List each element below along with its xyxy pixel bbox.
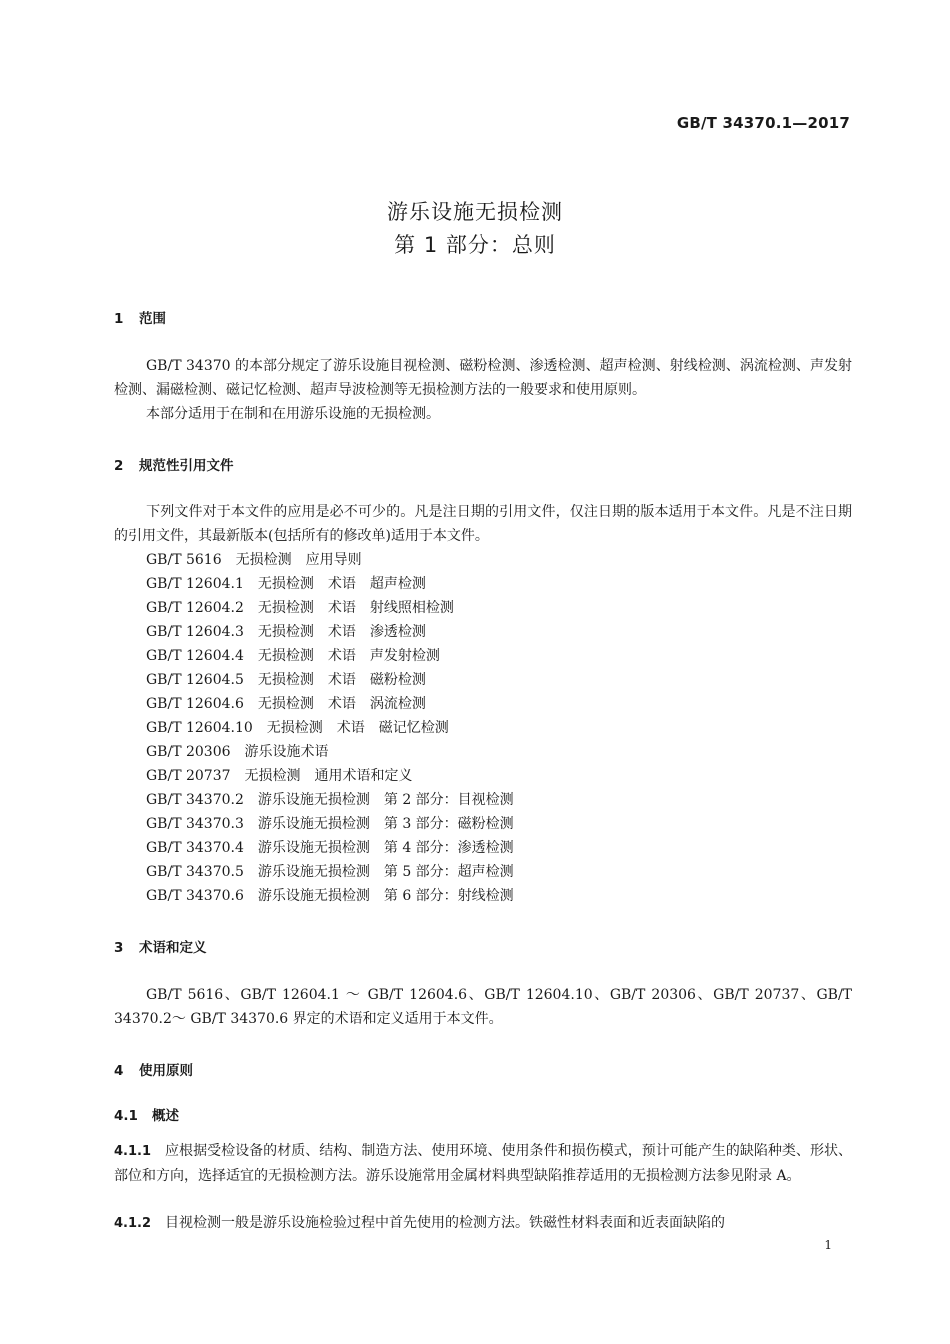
reference-item: GB/T 34370.5 游乐设施无损检测 第 5 部分：超声检测 [146, 864, 514, 880]
reference-item: GB/T 12604.2 无损检测 术语 射线照相检测 [146, 600, 454, 616]
section-2-heading [114, 454, 234, 474]
reference-item: GB/T 20306 游乐设施术语 [146, 744, 329, 760]
reference-item: GB/T 5616 无损检测 应用导则 [146, 552, 362, 568]
reference-item: GB/T 34370.4 游乐设施无损检测 第 4 部分：渗透检测 [146, 840, 514, 856]
section-title: 使用原则 [139, 1063, 193, 1079]
subsection-title: 概述 [152, 1108, 179, 1124]
reference-item: GB/T 12604.1 无损检测 术语 超声检测 [146, 576, 426, 592]
clause-4-1-2: 4.1.2 目视检测一般是游乐设施检验过程中首先使用的检测方法。铁磁性材料表面和近表面缺陷的 [114, 1215, 726, 1231]
reference-item: GB/T 34370.6 游乐设施无损检测 第 6 部分：射线检测 [146, 888, 514, 904]
section-3-paragraph: GB/T 5616、GB/T 12604.1 ～ GB/T 12604.6、GB/T 12604.10、GB/T 20306、GB/T 20737、GB/T 34370.2～ GB/T 34370.6 界定的术语和定义适用于本文件。 [114, 987, 852, 1027]
document-title: 游乐设施无损检测 [387, 200, 563, 224]
reference-item: GB/T 12604.6 无损检测 术语 涡流检测 [146, 696, 426, 712]
section-number: 4 [114, 1063, 124, 1079]
section-title: 范围 [139, 311, 166, 327]
clause-4-1-1: 4.1.1 应根据受检设备的材质、结构、制造方法、使用环境、使用条件和损伤模式，预计可能产生的缺陷种类、形状、部位和方向，选择适宜的无损检测方法。游乐设施常用金属材料典型缺陷推荐适用的无损检测方法参见附录 A。 [114, 1143, 852, 1184]
page-number: 1 [824, 1238, 832, 1252]
section-1-paragraph-2: 本部分适用于在制和在用游乐设施的无损检测。 [146, 406, 440, 422]
reference-item: GB/T 12604.5 无损检测 术语 磁粉检测 [146, 672, 426, 688]
section-1-paragraph-1: GB/T 34370 的本部分规定了游乐设施目视检测、磁粉检测、渗透检测、超声检测、射线检测、涡流检测、声发射检测、漏磁检测、磁记忆检测、超声导波检测等无损检测方法的一般要求和使用原则。 [114, 358, 852, 398]
section-number: 1 [114, 311, 124, 327]
reference-item: GB/T 34370.3 游乐设施无损检测 第 3 部分：磁粉检测 [146, 816, 514, 832]
subsection-number: 4.1 [114, 1108, 138, 1124]
section-4-heading [114, 1059, 193, 1079]
reference-item: GB/T 20737 无损检测 通用术语和定义 [146, 768, 413, 784]
reference-item: GB/T 12604.3 无损检测 术语 渗透检测 [146, 624, 426, 640]
section-1-heading [114, 307, 166, 327]
reference-item: GB/T 12604.4 无损检测 术语 声发射检测 [146, 648, 440, 664]
standard-code: GB/T 34370.1—2017 [676, 114, 850, 132]
section-3-heading [114, 936, 207, 956]
section-title: 术语和定义 [139, 940, 207, 956]
document-subtitle: 第 1 部分：总则 [394, 233, 556, 257]
section-number: 2 [114, 458, 124, 474]
reference-item: GB/T 12604.10 无损检测 术语 磁记忆检测 [146, 720, 449, 736]
subsection-4-1-heading [114, 1104, 179, 1124]
section-2-intro: 下列文件对于本文件的应用是必不可少的。凡是注日期的引用文件，仅注日期的版本适用于本文件。凡是不注日期的引用文件，其最新版本(包括所有的修改单)适用于本文件。 [114, 504, 852, 544]
section-number: 3 [114, 940, 124, 956]
reference-item: GB/T 34370.2 游乐设施无损检测 第 2 部分：目视检测 [146, 792, 514, 808]
section-title: 规范性引用文件 [139, 458, 234, 474]
